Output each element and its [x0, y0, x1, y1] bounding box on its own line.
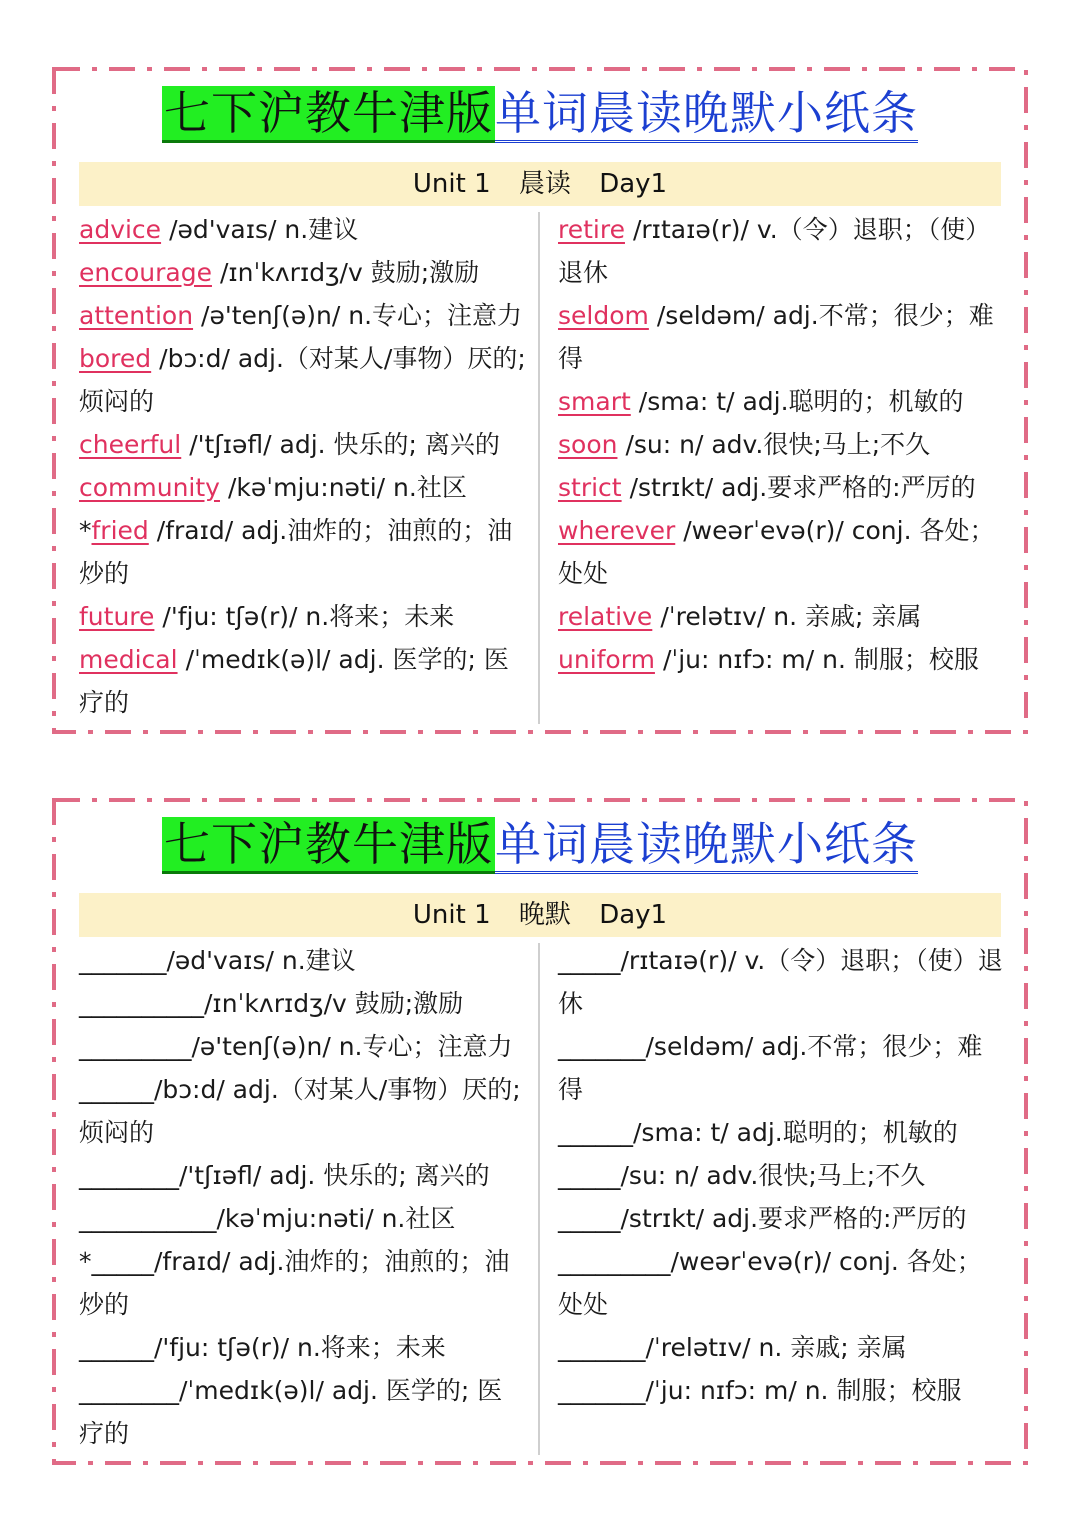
optional-star: * [79, 1247, 92, 1276]
phonetic-meaning: /'fju: tʃə(r)/ n.将来；未来 [154, 1333, 446, 1362]
english-word: community [79, 473, 220, 502]
phonetic-meaning: /ˈrelətɪv/ n. 亲戚; 亲属 [645, 1333, 907, 1362]
word-entry [79, 208, 527, 251]
phonetic-meaning: /əd'vaɪs/ n.建议 [169, 215, 359, 244]
word-entry [79, 423, 527, 466]
word-entry [558, 423, 1006, 466]
answer-blank: _______ [558, 1376, 646, 1405]
phonetic-meaning: /ə'tenʃ(ə)n/ n.专心；注意力 [191, 1032, 513, 1061]
word-entry [79, 294, 527, 337]
english-word: bored [79, 344, 152, 373]
dictation-entry [79, 939, 527, 982]
phonetic-meaning: /seldəm/ adj.不常；很少；难得 [558, 1032, 983, 1104]
phonetic-meaning: /bɔ:d/ adj.（对某人/事物）厌的;烦闷的 [79, 1075, 521, 1147]
word-entry [79, 337, 527, 423]
english-word: future [79, 602, 155, 631]
english-word: wherever [558, 516, 676, 545]
phonetic-meaning: /sma: t/ adj.聪明的；机敏的 [638, 387, 964, 416]
phonetic-meaning: /kəˈmju:nəti/ n.社区 [216, 1204, 456, 1233]
phonetic-meaning: /bɔ:d/ adj.（对某人/事物）厌的;烦闷的 [79, 344, 526, 416]
dictation-entry [558, 1369, 1006, 1412]
word-entry [558, 294, 1006, 380]
word-entry [558, 466, 1006, 509]
answer-blank: _____ [91, 1247, 154, 1276]
dictation-entry [558, 1111, 1006, 1154]
unit-subheader [79, 893, 1001, 937]
phonetic-meaning: /rɪtaɪə(r)/ v.（令）退职；（使）退休 [558, 946, 1003, 1018]
phonetic-meaning: /strɪkt/ adj.要求严格的:严厉的 [620, 1204, 967, 1233]
title-highlight: 七下沪教牛津版 [162, 86, 495, 143]
english-word: encourage [79, 258, 212, 287]
dictation-entry [79, 1326, 527, 1369]
phonetic-meaning: /ˈmedɪk(ə)l/ adj. 医学的; 医疗的 [79, 1376, 503, 1448]
answer-blank: ______ [79, 1075, 154, 1104]
dictation-entry [558, 1154, 1006, 1197]
word-entry [558, 380, 1006, 423]
dictation-entry [79, 1240, 527, 1326]
answer-blank: ________ [79, 1376, 179, 1405]
unit-subheader [79, 162, 1001, 206]
day-label: Day1 [599, 900, 668, 930]
word-entry [79, 595, 527, 638]
left-word-list [79, 208, 527, 724]
word-entry [79, 509, 527, 595]
phonetic-meaning: /əd'vaɪs/ n.建议 [166, 946, 356, 975]
phonetic-meaning: /strɪkt/ adj.要求严格的:严厉的 [629, 473, 976, 502]
phonetic-meaning: /'tʃɪəfl/ adj. 快乐的; 离兴的 [179, 1161, 490, 1190]
day-label: Day1 [599, 169, 668, 199]
answer-blank: _________ [79, 1032, 192, 1061]
dictation-entry [79, 1369, 527, 1455]
answer-blank: ______ [79, 1333, 154, 1362]
right-word-list [558, 208, 1006, 681]
english-word: advice [79, 215, 162, 244]
mode-label: 晚默 [518, 900, 571, 930]
phonetic-meaning: /'tʃɪəfl/ adj. 快乐的; 离兴的 [189, 430, 500, 459]
title-highlight: 七下沪教牛津版 [162, 817, 495, 874]
dictation-entry [558, 1326, 1006, 1369]
phonetic-meaning: /ˈrelətɪv/ n. 亲戚; 亲属 [660, 602, 922, 631]
word-entry [79, 638, 527, 724]
phonetic-meaning: /rɪtaɪə(r)/ v.（令）退职；（使）退休 [558, 215, 991, 287]
card-title [52, 810, 1028, 878]
answer-blank: _______ [558, 1333, 646, 1362]
column-divider [538, 943, 540, 1455]
phonetic-meaning: /ˈmedɪk(ə)l/ adj. 医学的; 医疗的 [79, 645, 509, 717]
unit-label: Unit 1 [412, 900, 491, 930]
phonetic-meaning: /ˈju: nɪfɔ: m/ n. 制服；校服 [645, 1376, 962, 1405]
english-word: cheerful [79, 430, 182, 459]
answer-blank: ___________ [79, 1204, 217, 1233]
answer-blank: __________ [79, 989, 204, 1018]
phonetic-meaning: /sma: t/ adj.聪明的；机敏的 [633, 1118, 958, 1147]
word-entry [558, 595, 1006, 638]
dictation-entry [79, 1197, 527, 1240]
phonetic-meaning: /ə'tenʃ(ə)n/ n.专心；注意力 [201, 301, 523, 330]
english-word: medical [79, 645, 178, 674]
answer-blank: _____ [558, 946, 621, 975]
unit-label: Unit 1 [412, 169, 491, 199]
answer-blank: _____ [558, 1204, 621, 1233]
right-dictation-list [558, 939, 1006, 1412]
english-word: seldom [558, 301, 649, 330]
word-entry [79, 466, 527, 509]
phonetic-meaning: /ɪnˈkʌrɪdʒ/v 鼓励;激励 [219, 258, 480, 287]
english-word: smart [558, 387, 631, 416]
dictation-entry [79, 982, 527, 1025]
english-word: attention [79, 301, 194, 330]
vocab-card-morning [52, 67, 1028, 734]
english-word: uniform [558, 645, 655, 674]
mode-label: 晨读 [518, 169, 571, 199]
phonetic-meaning: /su: n/ adv.很快;马上;不久 [620, 1161, 926, 1190]
answer-blank: _____ [558, 1161, 621, 1190]
dictation-entry [558, 939, 1006, 1025]
phonetic-meaning: /weərˈevə(r)/ conj. 各处；处处 [558, 1247, 982, 1319]
phonetic-meaning: /su: n/ adv.很快;马上;不久 [625, 430, 931, 459]
card-title [52, 79, 1028, 147]
dictation-entry [558, 1197, 1006, 1240]
answer-blank: ______ [558, 1118, 633, 1147]
phonetic-meaning: /ɪnˈkʌrɪdʒ/v 鼓励;激励 [204, 989, 464, 1018]
dictation-entry [79, 1068, 527, 1154]
left-dictation-list [79, 939, 527, 1455]
column-divider [538, 212, 540, 724]
answer-blank: _______ [558, 1032, 646, 1061]
word-entry [558, 208, 1006, 294]
phonetic-meaning: /ˈju: nɪfɔ: m/ n. 制服；校服 [662, 645, 979, 674]
english-word: retire [558, 215, 625, 244]
dictation-entry [558, 1025, 1006, 1111]
english-word: fried [91, 516, 149, 545]
word-entry [558, 638, 1006, 681]
word-entry [79, 251, 527, 294]
vocab-card-evening [52, 798, 1028, 1465]
english-word: relative [558, 602, 653, 631]
phonetic-meaning: /weərˈevə(r)/ conj. 各处；处处 [558, 516, 995, 588]
phonetic-meaning: /seldəm/ adj.不常；很少；难得 [558, 301, 994, 373]
dictation-entry [79, 1025, 527, 1068]
phonetic-meaning: /kəˈmju:nəti/ n.社区 [227, 473, 467, 502]
phonetic-meaning: /fraɪd/ adj.油炸的；油煎的；油炒的 [79, 516, 513, 588]
english-word: strict [558, 473, 622, 502]
title-blue: 单词晨读晚默小纸条 [495, 86, 918, 143]
optional-star: * [79, 516, 92, 545]
phonetic-meaning: /'fju: tʃə(r)/ n.将来；未来 [162, 602, 455, 631]
english-word: soon [558, 430, 618, 459]
answer-blank: _______ [79, 946, 167, 975]
title-blue: 单词晨读晚默小纸条 [495, 817, 918, 874]
dictation-entry [558, 1240, 1006, 1326]
phonetic-meaning: /fraɪd/ adj.油炸的；油煎的；油炒的 [79, 1247, 510, 1319]
dictation-entry [79, 1154, 527, 1197]
word-entry [558, 509, 1006, 595]
answer-blank: _________ [558, 1247, 671, 1276]
answer-blank: ________ [79, 1161, 179, 1190]
